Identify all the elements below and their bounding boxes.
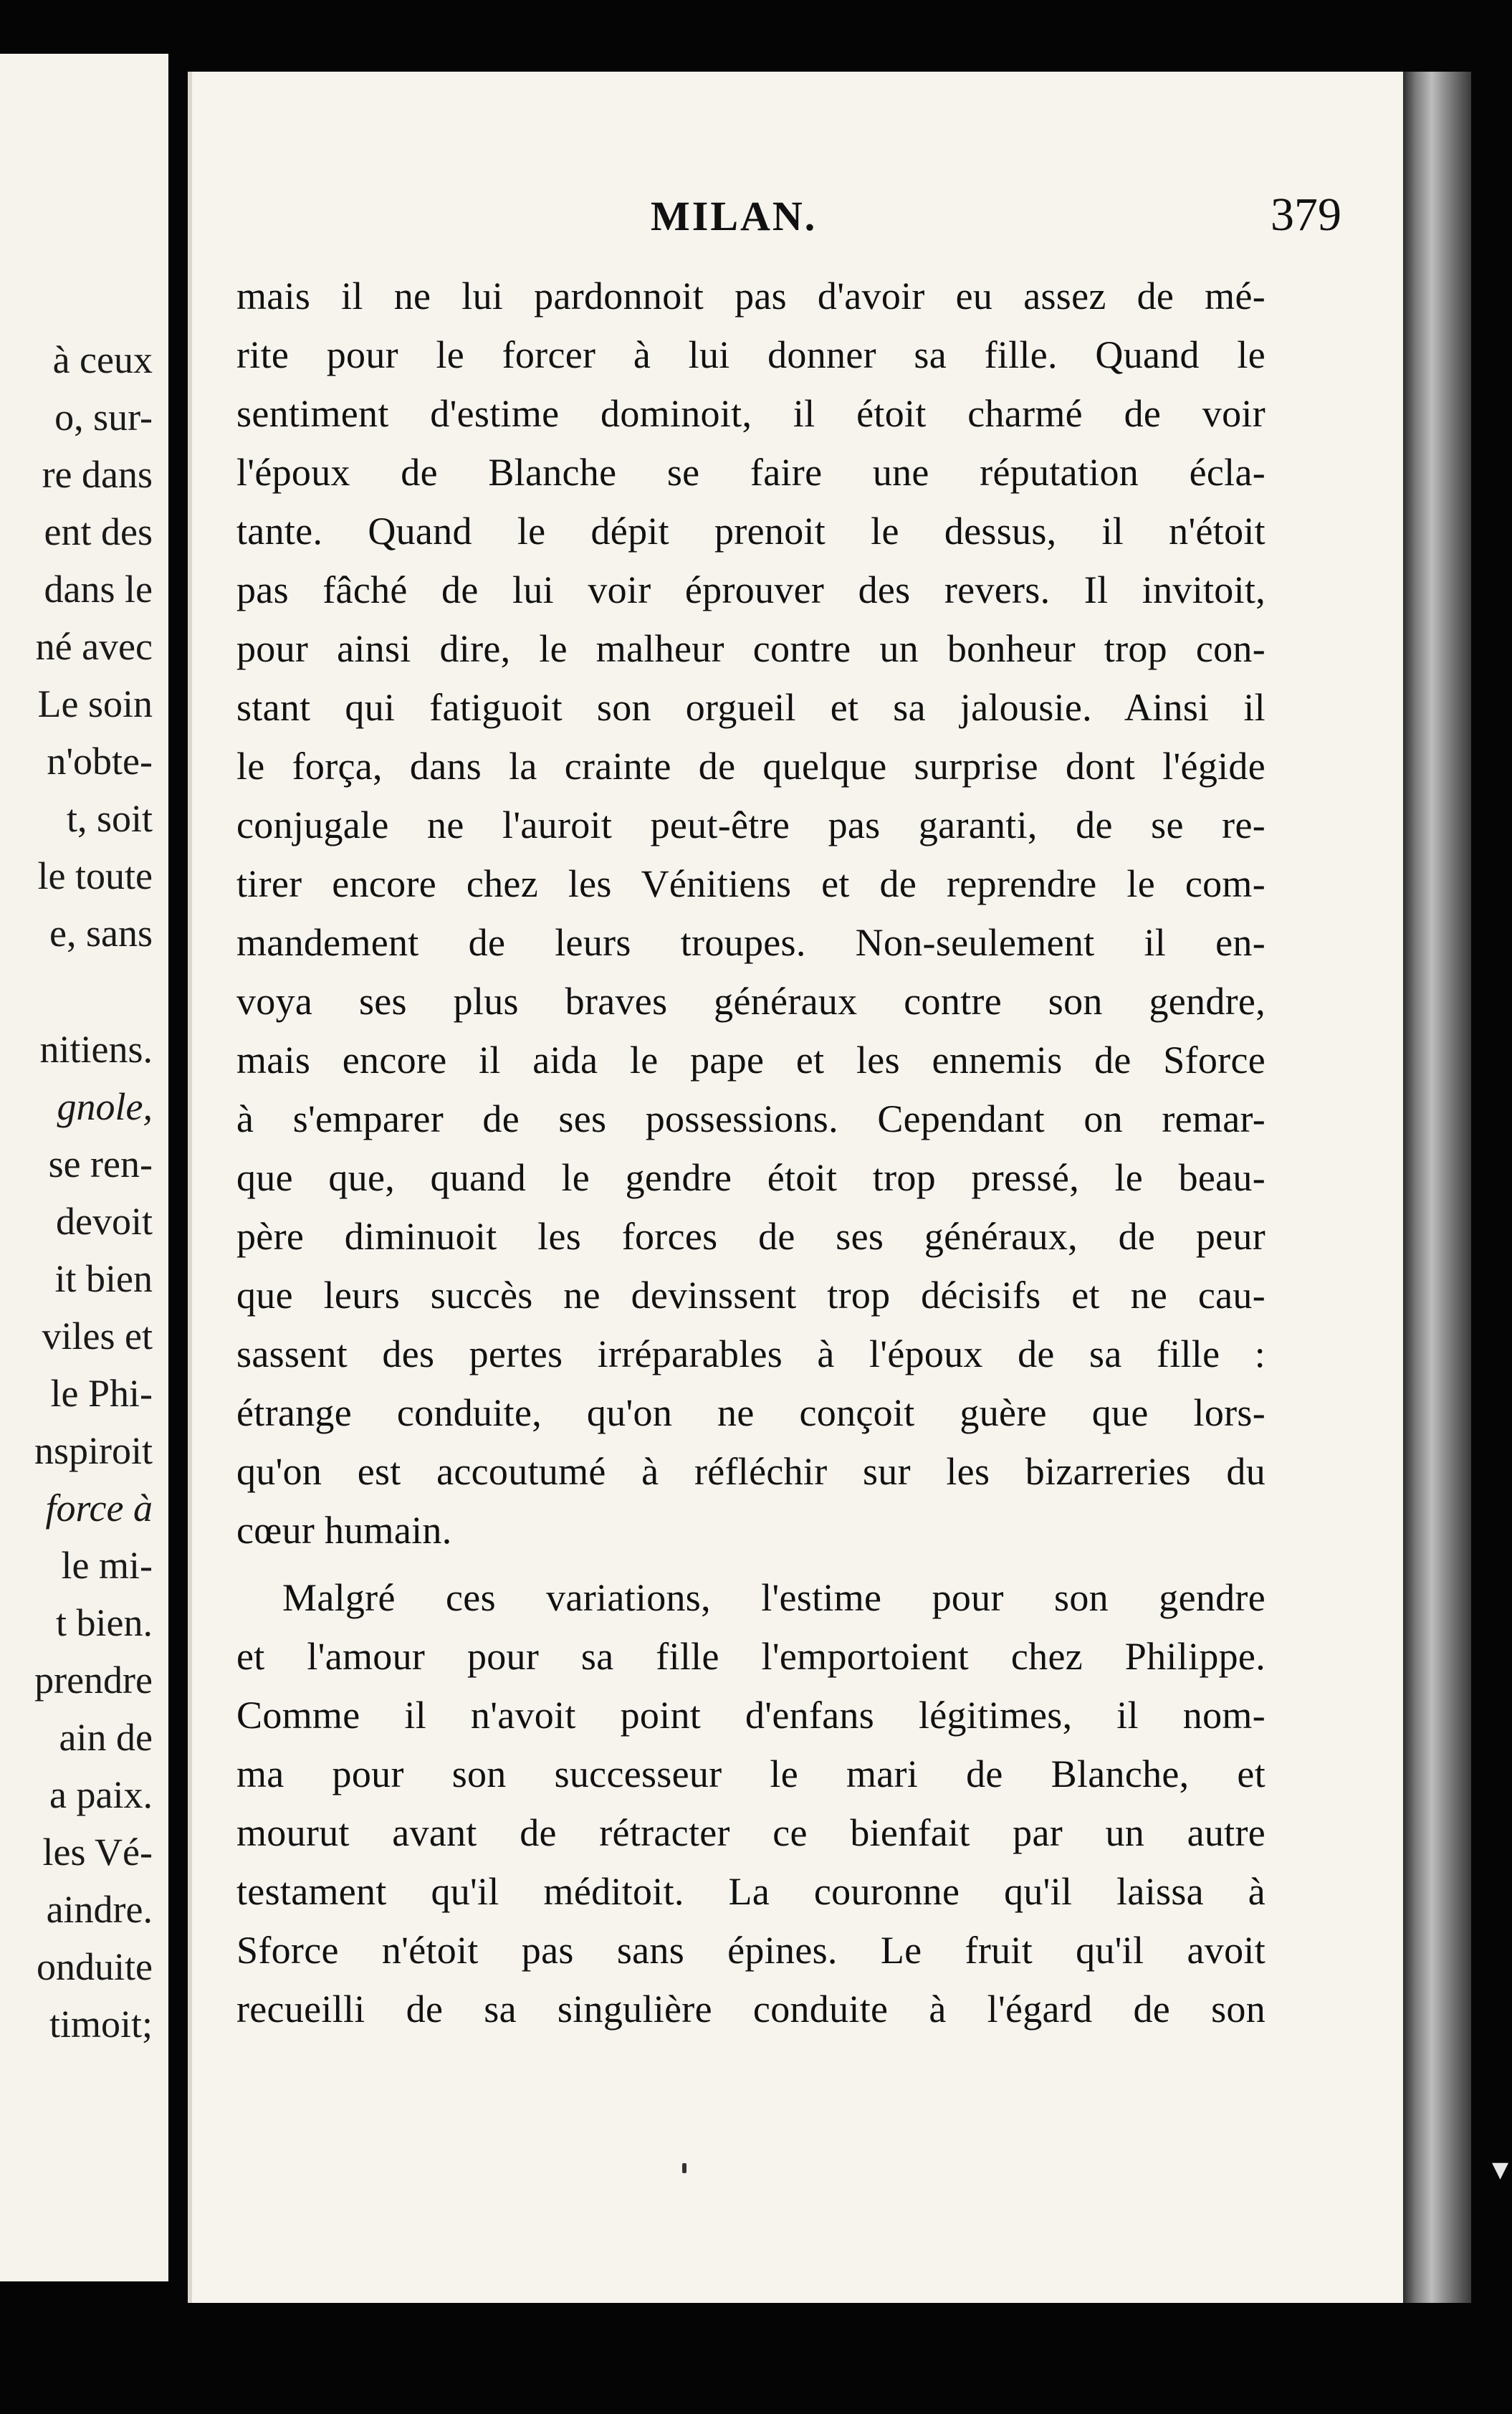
- text-line: conjugale ne l'auroit peut-être pas garanti, de se re-: [236, 803, 1265, 846]
- text-line: étrange conduite, qu'on ne conçoit guère que lors-: [236, 1391, 1265, 1434]
- left-page-line: n'obte-: [47, 740, 153, 783]
- text-line: testament qu'il méditoit. La couronne qu'il laissa à: [236, 1870, 1265, 1913]
- text-line: père diminuoit les forces de ses généraux, de peur: [236, 1215, 1265, 1258]
- text-line: que leurs succès ne devinssent trop décisifs et ne cau-: [236, 1274, 1265, 1317]
- left-page-line: aindre.: [46, 1888, 153, 1931]
- left-page-line: le Phi-: [50, 1372, 153, 1415]
- text-line: et l'amour pour sa fille l'emportoient chez Philippe.: [236, 1635, 1265, 1678]
- left-page-line: dans le: [44, 568, 153, 611]
- left-page-line: onduite: [37, 1945, 153, 1988]
- left-page-line: t bien.: [56, 1601, 153, 1644]
- book-page: [188, 72, 1407, 2303]
- text-line: rite pour le forcer à lui donner sa fille. Quand le: [236, 333, 1265, 376]
- text-line: mourut avant de rétracter ce bienfait par un autre: [236, 1811, 1265, 1854]
- left-page-line: se ren-: [48, 1142, 153, 1185]
- text-line: le força, dans la crainte de quelque surprise dont l'égide: [236, 745, 1265, 788]
- text-line: Sforce n'étoit pas sans épines. Le fruit qu'il avoit: [236, 1929, 1265, 1972]
- page-edge-shadow: [1403, 72, 1471, 2303]
- left-page-line: les Vé-: [42, 1831, 153, 1874]
- left-page-line: Le soin: [37, 682, 153, 725]
- body-text: [236, 267, 1265, 2038]
- text-line: mais encore il aida le pape et les ennemis de Sforce: [236, 1039, 1265, 1082]
- left-page-line: ain de: [59, 1716, 153, 1759]
- text-line: Malgré ces variations, l'estime pour son gendre: [282, 1576, 1265, 1619]
- left-page-line: le mi-: [61, 1544, 153, 1587]
- text-line: mandement de leurs troupes. Non-seulement il en-: [236, 921, 1265, 964]
- ink-speck: [682, 2163, 686, 2173]
- text-line: cœur humain.: [236, 1509, 452, 1552]
- text-line: tirer encore chez les Vénitiens et de reprendre le com-: [236, 862, 1265, 905]
- left-page-line: t, soit: [66, 797, 153, 840]
- running-title: MILAN.: [651, 193, 818, 239]
- left-page-line: o, sur-: [54, 396, 153, 439]
- left-page-line: nspiroit: [34, 1429, 153, 1472]
- left-page-line: it bien: [54, 1257, 153, 1300]
- left-page-line: devoit: [56, 1200, 153, 1243]
- text-line: pour ainsi dire, le malheur contre un bonheur trop con-: [236, 627, 1265, 670]
- left-page-line: e, sans: [49, 912, 153, 955]
- left-facing-page: [0, 54, 168, 2281]
- text-line: voya ses plus braves généraux contre son gendre,: [236, 980, 1265, 1023]
- text-line: stant qui fatiguoit son orgueil et sa jalousie. Ainsi il: [236, 686, 1265, 729]
- edge-marker: ▼: [1492, 2157, 1509, 2182]
- page-number: 379: [1271, 189, 1341, 241]
- text-line: Comme il n'avoit point d'enfans légitimes, il nom-: [236, 1694, 1265, 1737]
- left-page-line: à ceux: [52, 338, 153, 381]
- text-line: que que, quand le gendre étoit trop pressé, le beau-: [236, 1156, 1265, 1199]
- left-page-line: gnole,: [57, 1085, 153, 1128]
- text-line: à s'emparer de ses possessions. Cependant on remar-: [236, 1097, 1265, 1140]
- text-line: mais il ne lui pardonnoit pas d'avoir eu assez de mé-: [236, 275, 1265, 318]
- left-page-line: viles et: [42, 1315, 153, 1358]
- left-page-line: force à: [45, 1487, 153, 1530]
- text-line: tante. Quand le dépit prenoit le dessus, il n'étoit: [236, 510, 1265, 553]
- left-page-line: timoit;: [49, 2003, 153, 2046]
- text-line: recueilli de sa singulière conduite à l'égard de son: [236, 1988, 1265, 2031]
- text-line: ma pour son successeur le mari de Blanche, et: [236, 1752, 1265, 1795]
- text-line: pas fâché de lui voir éprouver des revers. Il invitoit,: [236, 568, 1265, 611]
- text-line: sentiment d'estime dominoit, il étoit charmé de voir: [236, 392, 1265, 435]
- text-line: sassent des pertes irréparables à l'époux de sa fille :: [236, 1332, 1265, 1375]
- left-page-line: le toute: [37, 854, 153, 897]
- left-page-line: a paix.: [49, 1773, 153, 1816]
- left-page-line: prendre: [34, 1659, 153, 1702]
- left-page-line: nitiens.: [39, 1028, 153, 1071]
- text-line: l'époux de Blanche se faire une réputation écla-: [236, 451, 1265, 494]
- left-page-line: ent des: [44, 510, 153, 553]
- left-page-line: re dans: [42, 453, 153, 496]
- running-header: [192, 189, 1407, 257]
- text-line: qu'on est accoutumé à réfléchir sur les bizarreries du: [236, 1450, 1265, 1493]
- left-page-line: né avec: [35, 625, 153, 668]
